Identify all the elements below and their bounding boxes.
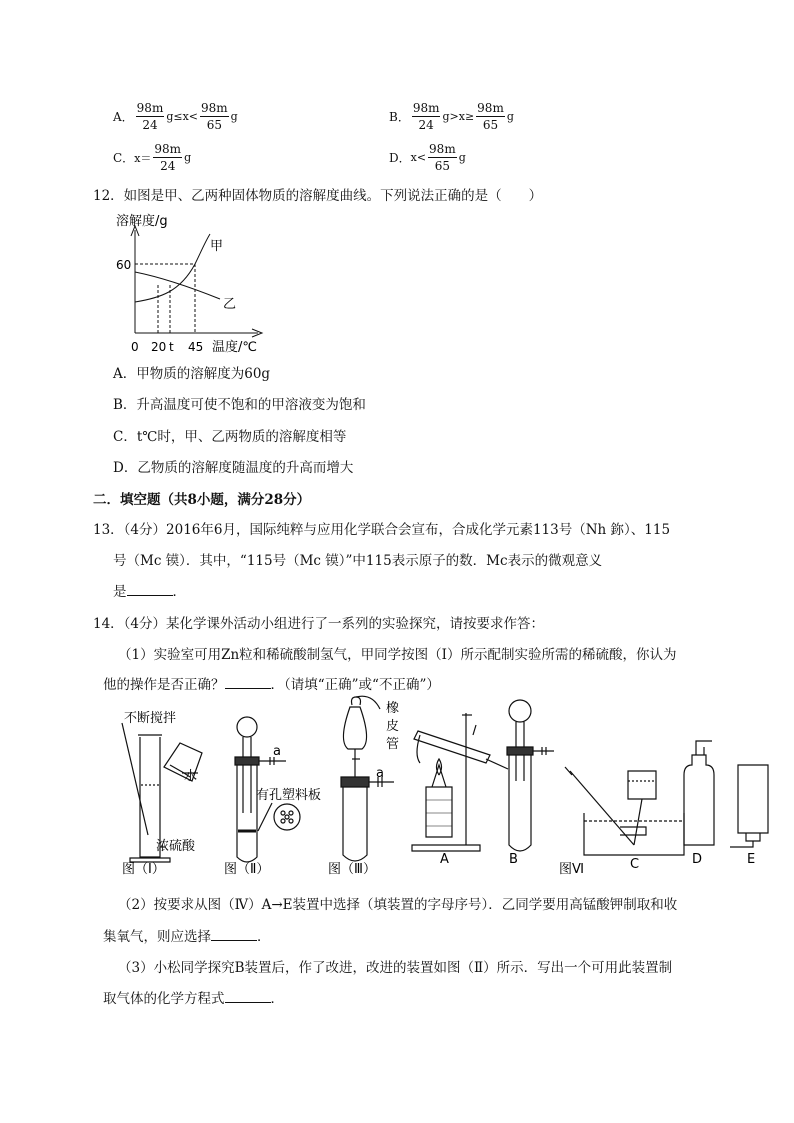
setup-D [684,741,714,845]
x-tick-0: 0 [131,340,139,354]
q14-part3-line-2: 取气体的化学方程式 ． [103,987,284,1007]
option-letter: B． [389,110,410,124]
label-A: A [440,852,449,867]
answer-blank [127,581,173,596]
fraction: $\frac{98m}{65}$ [429,142,456,173]
fraction: $\frac{98m}{24}$ [154,142,182,173]
apparatus-figure [110,695,780,877]
q12-option-d: D．乙物质的溶解度随温度的升高而增大 [113,460,354,476]
fraction: $\frac{98m}{65}$ [477,101,504,132]
option-letter: A． [113,110,134,124]
answer-blank [225,674,271,689]
option-letter: C． [113,151,135,165]
label-a-fig2: a [273,744,281,759]
q12-option-c: C．t℃时，甲、乙两物质的溶解度相等 [113,429,347,445]
x-tick-45: 45 [188,340,204,354]
x-tick-20: 20 [151,340,167,354]
solubility-curve-figure [110,206,280,356]
label-rubber-1: 橡 [386,701,400,716]
option-letter: D． [389,151,411,165]
label-plate: 有孔塑料板 [256,788,322,803]
caption-fig6: 图Ⅵ [559,862,584,877]
q11-option-b [389,100,514,133]
q11-option-c [113,141,191,174]
setup-C [565,767,684,855]
answer-blank [225,988,271,1003]
caption-fig1: 图（Ⅰ） [122,862,165,877]
q13-line-1: 13．（4分）2016年6月，国际纯粹与应用化学联合会宣布，合成化学元素113号（Nh 鉨）、115 [93,522,671,538]
q14-part1-line-1: （1）实验室可用Zn粒和稀硫酸制氢气，甲同学按图（Ⅰ）所示配制实验所需的稀硫酸，你认为 [118,647,677,663]
q13-line-3: 是 ． [113,580,186,600]
q14-part2-line-2: 集氧气，则应选择 ． [103,925,271,945]
label-rubber-2: 皮 [386,719,400,734]
q14-stem: 14．（4分）某化学课外活动小组进行了一系列的实验探究，请按要求作答： [93,616,545,632]
q14-part3-line-1: （3）小松同学探究B装置后，作了改进，改进的装置如图（Ⅱ）所示．写出一个可用此装置制 [118,960,673,976]
q14-part2-line-1: （2）按要求从图（Ⅳ）A→E装置中选择（填装置的字母序号）．乙同学要用高锰酸钾制取和收 [118,897,678,913]
label-rubber-3: 管 [386,737,400,752]
section-title: 二．填空题（共8小题，满分28分） [93,492,311,508]
setup-B [507,700,554,851]
answer-blank [211,926,257,941]
relation: g>x≥ [442,110,475,123]
label-C: C [630,857,640,872]
x-tick-t: t [169,340,174,354]
label-D: D [692,852,703,867]
label-E: E [747,852,756,867]
unit: g [458,151,466,164]
q12-option-a: A．甲物质的溶解度为60g [113,366,271,382]
y-tick-60: 60 [116,258,132,272]
relation: g≤x< [166,110,199,123]
label-stir: 不断搅拌 [124,711,177,726]
q11-option-d [389,141,466,174]
caption-fig3: 图（Ⅲ） [328,862,376,877]
label-conc-acid: 浓硫酸 [156,839,196,854]
relation: x＝ [134,151,152,165]
setup-E [730,765,768,847]
label-a-fig3: a [376,766,384,781]
label-B: B [509,852,518,867]
q14-part1-line-2: 他的操作是否正确？ ．（请填“正确”或“不正确”） [103,673,440,693]
label-water: 水 [184,769,198,784]
fraction: $\frac{98m}{24}$ [412,101,440,132]
unit: g [230,110,238,123]
unit: g [506,110,514,123]
q12-stem: 12．如图是甲、乙两种固体物质的溶解度曲线。下列说法正确的是（ ） [93,188,543,204]
unit: g [184,151,192,164]
fraction: $\frac{98m}{24}$ [136,101,164,132]
x-axis-label: 温度/℃ [212,340,257,355]
q13-line-2: 号（Mc 镆）．其中，“115号（Mc 镆）”中115表示原子的数．Mc表示的微观意义 [113,553,603,569]
fraction: $\frac{98m}{65}$ [201,101,228,132]
q12-option-b: B．升高温度可使不饱和的甲溶液变为饱和 [113,397,366,413]
y-axis-label: 溶解度/g [116,214,168,229]
caption-fig2: 图（Ⅱ） [224,862,270,877]
setup-A [412,713,508,851]
q11-option-a [113,100,238,133]
label-yi: 乙 [223,297,237,312]
relation: x< [410,151,427,164]
curve-jia [135,234,210,302]
label-jia: 甲 [210,239,224,254]
